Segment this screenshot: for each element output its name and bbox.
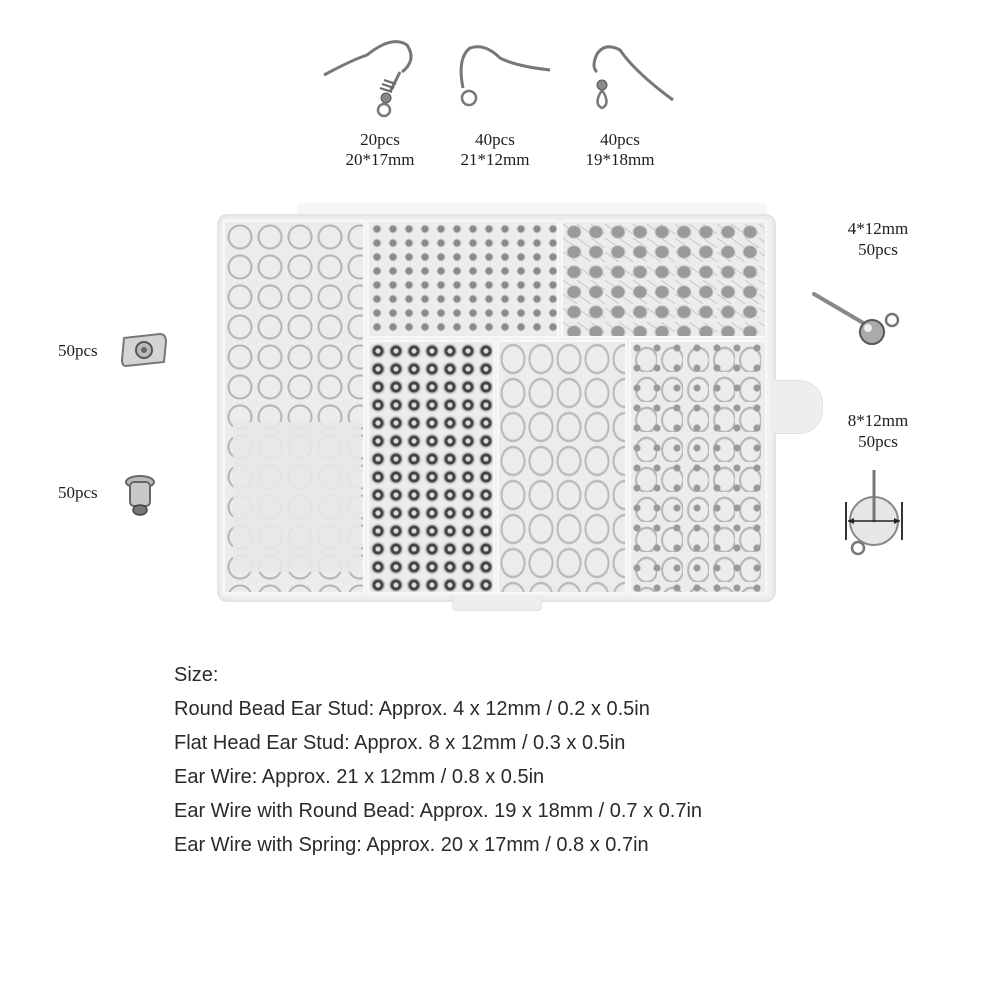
hook-size: 21*12mm — [460, 150, 530, 169]
size-specs — [174, 658, 702, 862]
stud-size: 4*12mm — [847, 219, 909, 238]
left-label-bullet-backs: 50pcs — [58, 483, 98, 502]
stud-count: 50pcs — [858, 432, 898, 451]
box-hinge-tab — [452, 596, 542, 611]
stud-size: 8*12mm — [847, 411, 909, 430]
round-bead-ear-stud-icon — [810, 288, 905, 356]
hook-label-bead — [570, 130, 670, 170]
spec-line-round-bead-stud: Round Bead Ear Stud: Approx. 4 x 12mm / 0.2 x 0.5in — [174, 698, 650, 720]
hook-count: 40pcs — [475, 130, 515, 149]
compartment-ear-wire-spring — [223, 220, 365, 594]
bullet-ear-back-icon — [122, 474, 158, 520]
flat-head-ear-stud-icon — [842, 466, 908, 561]
spec-line-flat-head-stud: Flat Head Ear Stud: Approx. 8 x 12mm / 0.3 x 0.5in — [174, 732, 626, 754]
ear-wire-icon — [455, 38, 555, 113]
hook-count: 20pcs — [360, 130, 400, 149]
right-label-flat-stud — [838, 410, 918, 452]
right-label-round-stud — [838, 218, 918, 260]
stud-count: 50pcs — [858, 240, 898, 259]
left-label-square-backs: 50pcs — [58, 341, 98, 360]
compartment-ear-wires — [497, 340, 627, 594]
hook-size: 20*17mm — [345, 150, 415, 169]
hook-size: 19*18mm — [585, 150, 655, 169]
box-latch-tab[interactable] — [774, 380, 823, 434]
hook-label-plain — [440, 130, 550, 170]
ear-wire-bead-icon — [585, 42, 680, 122]
specs-heading: Size: — [174, 664, 219, 686]
storage-box — [217, 214, 776, 602]
compartment-round-bead-studs — [367, 220, 559, 338]
spec-line-ear-wire: Ear Wire: Approx. 21 x 12mm / 0.8 x 0.5in — [174, 766, 545, 788]
compartment-bullet-backs — [367, 340, 495, 594]
hook-count: 40pcs — [600, 130, 640, 149]
square-ear-back-icon — [120, 330, 168, 368]
compartment-ear-wires-bead — [629, 340, 767, 594]
spec-line-ear-wire-spring: Ear Wire with Spring: Approx. 20 x 17mm / 0.8 x 0.7in — [174, 834, 649, 856]
spec-line-ear-wire-round-bead: Ear Wire with Round Bead: Approx. 19 x 18mm / 0.7 x 0.7in — [174, 800, 703, 822]
square-backs-pile — [233, 422, 361, 572]
hook-label-spring — [330, 130, 430, 170]
ear-wire-spring-icon — [322, 30, 432, 125]
compartment-flat-head-studs — [561, 220, 767, 338]
